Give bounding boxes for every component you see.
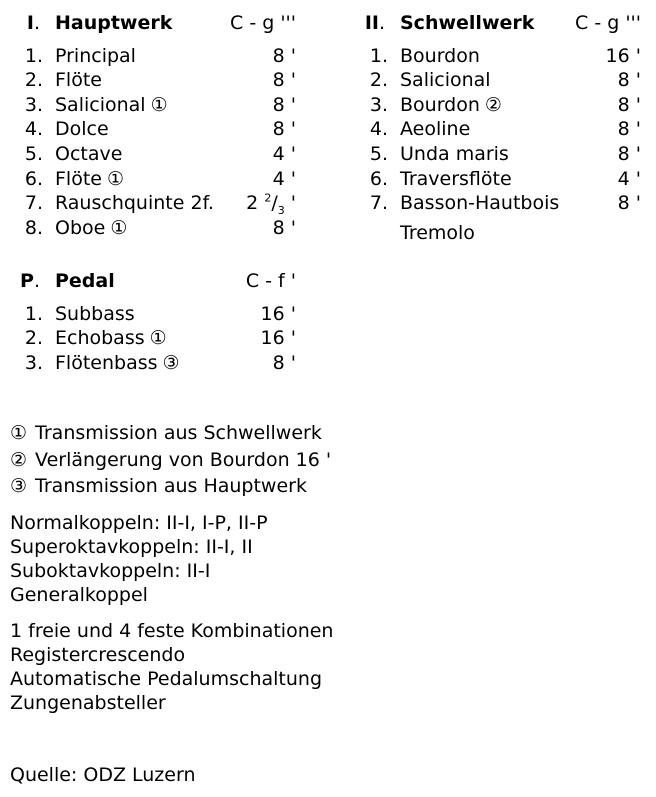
stop-name: Basson-Hautbois	[400, 192, 560, 215]
stop-row	[0, 167, 300, 192]
stop-row	[0, 216, 300, 241]
playing-aid-line: Registercrescendo	[10, 644, 186, 666]
division-header	[0, 11, 300, 36]
stop-row	[345, 93, 645, 118]
stop-pitch-fraction: 2 $^2/_3$ '	[246, 191, 296, 217]
stop-number: 3.	[369, 93, 388, 116]
stop-name: Traversflöte	[400, 167, 512, 190]
footnote-text: Transmission aus Hauptwerk	[35, 475, 307, 497]
footnote-symbol: ③	[10, 475, 28, 497]
footnote-symbol: ①	[10, 422, 28, 444]
division-header	[345, 11, 645, 36]
stop-pitch: 8 '	[272, 44, 296, 67]
stop-pitch: 8 '	[272, 118, 296, 141]
playing-aid-line: 1 freie und 4 feste Kombinationen	[10, 620, 334, 642]
playing-aids-list	[10, 619, 333, 715]
footnote-symbol: ②	[10, 448, 28, 471]
stop-row	[0, 142, 300, 167]
footnote	[10, 420, 331, 447]
footnote-text: Transmission aus Schwellwerk	[35, 422, 322, 444]
stop-pitch: 8 '	[272, 216, 296, 239]
couplers-list	[10, 511, 268, 607]
coupler-line: Suboktavkoppeln: II-I	[10, 560, 211, 582]
footnote-marker: ③	[162, 351, 180, 374]
coupler-line: Superoktavkoppeln: II-I, II	[10, 536, 253, 558]
stop-number: 3.	[24, 351, 43, 374]
stop-number: 2.	[24, 69, 43, 92]
stop-pitch: 8 '	[617, 93, 641, 116]
stop-row	[345, 44, 645, 69]
playing-aid-line: Zungenabsteller	[10, 692, 166, 714]
stop-number: 6.	[24, 167, 43, 190]
stop-name: Oboe ①	[55, 216, 128, 239]
division-schwellwerk	[345, 11, 645, 246]
stop-row	[0, 117, 300, 142]
stop-pitch: 8 '	[272, 69, 296, 92]
coupler-line: Generalkoppel	[10, 584, 148, 606]
stop-pitch: 8 '	[617, 118, 641, 141]
stop-pitch: 4 '	[272, 167, 296, 190]
stop-number: 8.	[24, 216, 43, 239]
playing-aid-line: Automatische Pedalumschaltung	[10, 668, 323, 690]
stop-name: Bourdon ②	[400, 93, 502, 116]
division-hauptwerk	[0, 11, 300, 240]
stop-name: Unda maris	[400, 142, 509, 165]
footnote	[10, 447, 331, 474]
footnote-marker: ①	[149, 327, 167, 350]
footnote-marker: ①	[106, 167, 125, 190]
stop-pitch: 4 '	[617, 167, 641, 190]
division-range: C - g '''	[230, 12, 296, 34]
stop-pitch: 8 '	[617, 192, 641, 215]
footnote-text: Verlängerung von Bourdon 16 '	[35, 448, 332, 471]
stop-name: Flöte ①	[55, 167, 125, 190]
coupler-line: Normalkoppeln: II-I, I-P, II-P	[10, 512, 268, 534]
stop-number: 2.	[369, 69, 388, 92]
stop-number: 4.	[24, 118, 43, 141]
stop-row	[345, 142, 645, 167]
stop-name: Subbass	[55, 302, 135, 325]
division-range: C - g '''	[575, 12, 641, 34]
division-name: Hauptwerk	[55, 12, 173, 34]
stop-number: 5.	[369, 142, 388, 165]
footnote-marker: ①	[150, 93, 168, 116]
footnote-marker: ①	[110, 216, 128, 239]
stop-name: Aeoline	[400, 118, 471, 141]
stop-number: 5.	[24, 142, 43, 165]
stop-pitch: 16 '	[260, 302, 296, 325]
stop-number: 6.	[369, 167, 388, 190]
stop-name: Salicional	[400, 69, 491, 92]
stop-pitch: 16 '	[260, 327, 296, 350]
stop-pitch: 8 '	[617, 142, 641, 165]
stop-row	[0, 44, 300, 69]
division-numeral: II.	[364, 12, 385, 34]
stop-row	[0, 68, 300, 93]
division-numeral: I.	[26, 12, 40, 34]
stop-number: 7.	[24, 192, 43, 215]
stop-row	[345, 167, 645, 192]
footnotes	[10, 420, 331, 500]
source-credit: Quelle: ODZ Luzern	[10, 764, 196, 786]
stop-name: Principal	[55, 44, 136, 67]
stop-row	[345, 191, 645, 216]
stop-number: 1.	[369, 44, 388, 67]
stop-name: Bourdon	[400, 44, 480, 67]
stop-name: Salicional ①	[55, 93, 168, 116]
stop-row	[345, 117, 645, 142]
stop-row	[0, 191, 300, 216]
stop-name: Flöte	[55, 69, 102, 92]
stop-number: 4.	[369, 118, 388, 141]
stop-number: 1.	[24, 44, 43, 67]
division-range: C - f '	[245, 270, 296, 292]
division-name: Pedal	[55, 270, 115, 292]
footnote	[10, 473, 331, 500]
stop-row	[0, 93, 300, 118]
stop-number: 7.	[369, 192, 388, 215]
stop-pitch: 8 '	[272, 351, 296, 374]
stop-pitch: 16 '	[605, 44, 641, 67]
division-pedal	[0, 269, 300, 375]
division-header	[0, 269, 300, 294]
tremolo-label: Tremolo	[400, 221, 475, 244]
stop-row	[0, 326, 300, 351]
division-numeral: P.	[20, 270, 40, 292]
stop-name: Flötenbass ③	[55, 351, 180, 374]
stop-row	[0, 351, 300, 376]
stop-pitch: 8 '	[272, 93, 296, 116]
stop-name: Echobass ①	[55, 327, 167, 350]
stop-pitch: 4 '	[272, 142, 296, 165]
stop-row	[0, 302, 300, 327]
division-name: Schwellwerk	[400, 12, 535, 34]
footnote-marker: ②	[484, 93, 502, 116]
stop-name: Dolce	[55, 118, 109, 141]
stop-number: 3.	[24, 93, 43, 116]
stop-name: Rauschquinte 2f.	[55, 192, 214, 215]
stop-number: 1.	[24, 302, 43, 325]
stop-pitch: 8 '	[617, 69, 641, 92]
stop-number: 2.	[24, 327, 43, 350]
stop-name: Octave	[55, 142, 123, 165]
stop-row	[345, 68, 645, 93]
